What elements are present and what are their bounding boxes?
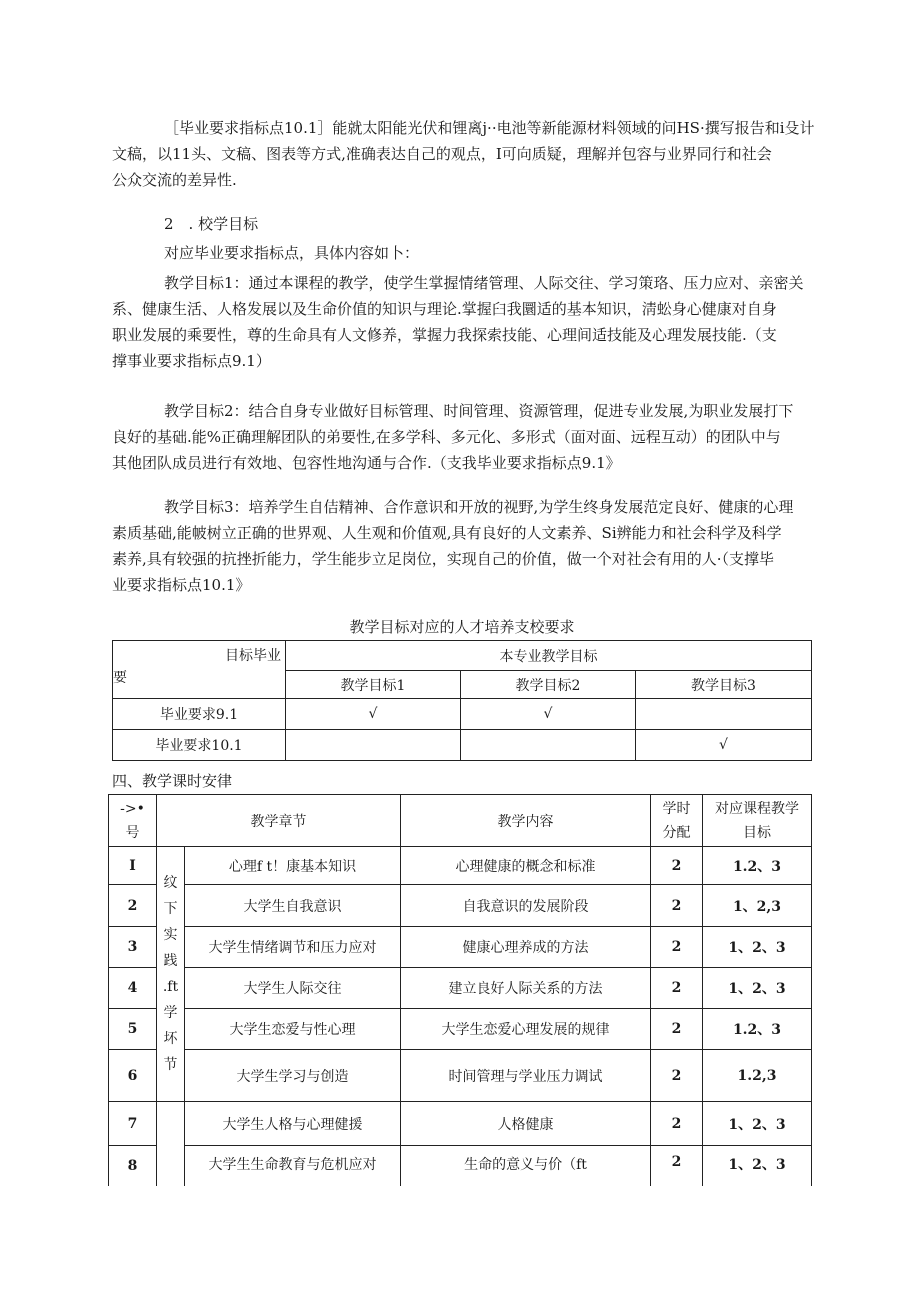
table1-row-label: 毕业要求10.1: [113, 730, 286, 761]
row-content: 自我意识的发展阶段: [401, 885, 651, 927]
text-line: 教学目标2：结合自身专业做好目标管理、时间管理、资源管理，促进专业发展,为职业发展打下: [164, 402, 794, 420]
section-4-title: 四、教学课时安律: [112, 772, 233, 790]
row-goal: 1.2、3: [703, 847, 812, 885]
row-num: 8: [109, 1146, 157, 1186]
header-goal-line: 对应课程教学: [715, 800, 799, 817]
group-char: 纹: [163, 875, 178, 891]
row-content: 人格健康: [401, 1102, 651, 1146]
header-hours-line: 学时: [662, 800, 691, 817]
text-line: 系、健康生活、人格发展以及生命价值的知识与理论.掌握臼我圜适的基本知识，淸蚣身心健康对自身: [112, 300, 777, 318]
row-chapter: 心理f t！康基本知识: [185, 847, 401, 885]
header-goal: [703, 795, 812, 847]
table1-cell: √: [286, 699, 461, 730]
row-hours: 2: [651, 885, 703, 927]
text-line: 素养,具有较强的抗挫折能力，学生能步立足岗位，实现自己的价值，做一个对社会有用的人·（支撑毕: [112, 550, 775, 568]
row-content: 大学生恋爱心理发展的规律: [401, 1009, 651, 1050]
row-num: 3: [109, 927, 157, 968]
row-num: 6: [109, 1050, 157, 1102]
group-blank-cell: [157, 1102, 185, 1146]
table1-col-header: 教学目标2: [461, 671, 636, 699]
text-line: 素质基础,能帔树立正确的世界观、人生观和价值观,具有良好的人文素养、Si辨能力和社会科学及科学: [112, 524, 782, 542]
row-content: 生命的意义与价（ft: [401, 1146, 651, 1186]
paragraph-goal-3: [112, 494, 812, 598]
text-line: 对应毕业要求指标点，具体内容如卜：: [164, 244, 420, 262]
text-line: 业要求指标点10.1》: [112, 576, 251, 594]
text-line: ［毕业要求指标点10.1］能就太阳能光伏和锂离j··电池等新能源材料领域的问HS·撰写报告和i殳计: [164, 119, 815, 137]
row-content: 健康心理养成的方法: [401, 927, 651, 968]
row-chapter: 大学生学习与创造: [185, 1050, 401, 1102]
group-char: 践: [163, 953, 178, 969]
table1-cell: [636, 699, 812, 730]
row-chapter: 大学生恋爱与性心理: [185, 1009, 401, 1050]
table1-group-header: 本专业教学目标: [286, 641, 812, 671]
row-chapter: 大学生人际交往: [185, 968, 401, 1009]
row-hours: 2: [651, 847, 703, 885]
row-chapter: 大学生情绪调节和压力应对: [185, 927, 401, 968]
row-goal: 1、2、3: [703, 1146, 812, 1186]
text-line: 公众交流的差异性.: [112, 171, 237, 189]
group-char: 坏: [163, 1031, 178, 1047]
table1-cell: [461, 730, 636, 761]
row-hours: 2: [651, 1102, 703, 1146]
text-line: 撑事业要求指标点9.1）: [112, 352, 271, 370]
table1-cell: [286, 730, 461, 761]
row-chapter: 大学生生命教育与危机应对: [185, 1146, 401, 1186]
row-hours: 2: [651, 1009, 703, 1050]
text-line: 2 . 校学目标: [164, 215, 259, 233]
row-goal: 1.2,3: [703, 1050, 812, 1102]
row-hours: 2: [651, 1050, 703, 1102]
row-chapter: 大学生人格与心理健援: [185, 1102, 401, 1146]
table1-cell: √: [461, 699, 636, 730]
row-content: 心理健康的概念和标准: [401, 847, 651, 885]
section-teaching-goals-heading: [112, 211, 812, 237]
table1-col-header: 教学目标1: [286, 671, 461, 699]
group-char: 实: [163, 927, 178, 943]
text-line: 教学目标3：培养学生自佶精神、合作意识和开放的视野,为学生终身发展范定良好、健康的心理: [164, 498, 794, 516]
row-hours: 2: [651, 968, 703, 1009]
row-num: 5: [109, 1009, 157, 1050]
row-hours: 2: [651, 927, 703, 968]
header-num: [109, 795, 157, 847]
row-num: I: [109, 847, 157, 885]
row-goal: 1.2、3: [703, 1009, 812, 1050]
table1-row-label: 毕业要求9.1: [113, 699, 286, 730]
paragraph-grad-req-10-1: [112, 115, 815, 193]
table1-corner-cell: [113, 641, 286, 699]
header-hours: [651, 795, 703, 847]
row-num: 2: [109, 885, 157, 927]
group-blank-cell: [157, 1146, 185, 1186]
paragraph-goal-1: [112, 270, 812, 374]
group-char: 节: [163, 1057, 178, 1073]
goals-requirements-table: [112, 640, 812, 761]
row-goal: 1、2、3: [703, 968, 812, 1009]
group-label-offline: [157, 847, 185, 1102]
text-line: 文稿，以11头、文稿、图表等方式,准确表达自己的观点，I可向质疑，理解并包容与业界同行和社会: [112, 145, 772, 163]
row-goal: 1、2,3: [703, 885, 812, 927]
group-char: 学: [163, 1005, 178, 1021]
table1-cell: √: [636, 730, 812, 761]
row-content: 建立良好人际关系的方法: [401, 968, 651, 1009]
row-hours: 2: [651, 1146, 703, 1186]
header-chapter: 教学章节: [157, 795, 401, 847]
table1-col-header: 教学目标3: [636, 671, 812, 699]
row-num: 7: [109, 1102, 157, 1146]
row-content: 时间管理与学业压力调试: [401, 1050, 651, 1102]
corner-bottom-label: 要: [113, 670, 127, 686]
header-goal-line: 目标: [743, 824, 771, 841]
header-num-line: ->•: [120, 800, 145, 817]
text-line: 良好的基础.能%正确理解团队的弟要性,在多学科、多元化、多形式（面对面、远程互动）的团队中与: [112, 428, 781, 446]
table1-caption: 教学目标对应的人才培养支校要求: [349, 618, 575, 636]
paragraph-goal-2: [112, 398, 812, 476]
row-chapter: 大学生自我意识: [185, 885, 401, 927]
schedule-table: [108, 794, 812, 1186]
header-content: 教学内容: [401, 795, 651, 847]
corner-top-label: 目标毕业: [225, 648, 281, 664]
header-num-line: 号: [125, 824, 140, 841]
row-goal: 1、2、3: [703, 1102, 812, 1146]
row-goal: 1、2、3: [703, 927, 812, 968]
row-num: 4: [109, 968, 157, 1009]
text-line: 其他团队成员进行有效地、包容性地沟通与合作.（支我毕业要求指标点9.1》: [112, 454, 621, 472]
paragraph-intro: [112, 240, 812, 266]
text-line: 职业发展的乘要性，尊的生命具有人文修养，掌握力我探索技能、心理间适技能及心理发展技能.（支: [112, 326, 777, 344]
text-line: 教学目标1：通过本课程的教学，使学生掌握情绪管理、人际交往、学习策珞、压力应对、亲密关: [164, 274, 804, 292]
header-hours-line: 分配: [662, 824, 691, 841]
group-char: 下: [163, 901, 178, 917]
group-char: .ft: [162, 979, 179, 995]
